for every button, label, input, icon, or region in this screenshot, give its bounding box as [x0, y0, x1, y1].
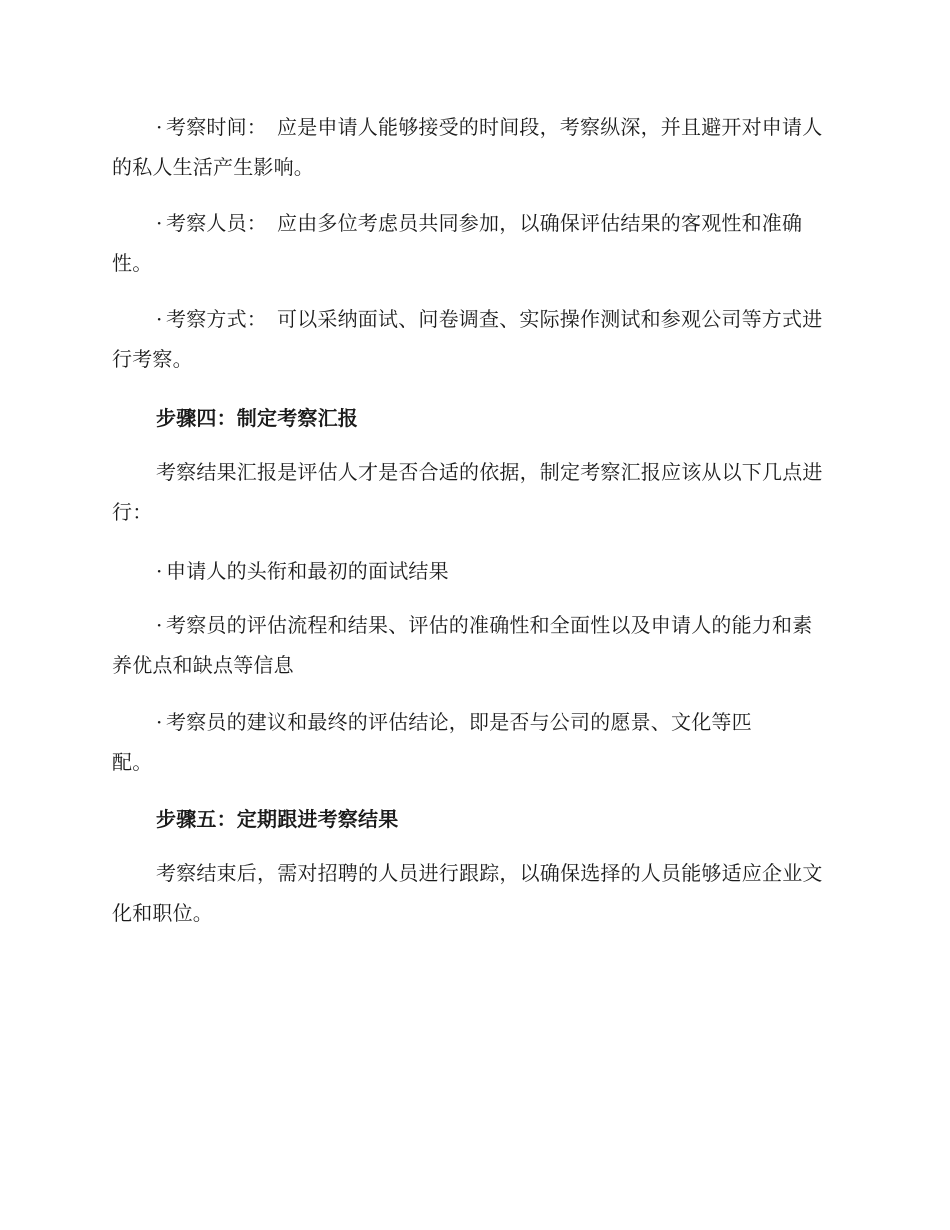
bullet-exam-time	[112, 107, 832, 187]
section-heading-step4: 步骤四：制定考察汇报	[156, 406, 358, 430]
bullet-text: 考察员的建议和最终的评估结论，即是否与公司的愿景、文化等匹配。	[112, 710, 752, 774]
bullet-mark: ·	[156, 559, 163, 583]
bullet-evaluation-process	[112, 605, 832, 685]
bullet-label: 考察方式：	[166, 307, 267, 331]
bullet-mark: ·	[156, 613, 163, 637]
bullet-text: 应是申请人能够接受的时间段，考察纵深，并且避开对申请人的私人生活产生影响。	[112, 115, 823, 179]
bullet-mark: ·	[156, 307, 163, 331]
bullet-text: 应由多位考虑员共同参加，以确保评估结果的客观性和准确性。	[112, 211, 803, 275]
bullet-text: 考察员的评估流程和结果、评估的准确性和全面性以及申请人的能力和素养优点和缺点等信息	[112, 613, 813, 677]
bullet-mark: ·	[156, 710, 163, 734]
bullet-mark: ·	[156, 211, 163, 235]
bullet-mark: ·	[156, 115, 163, 139]
bullet-label: 考察人员：	[166, 211, 267, 235]
bullet-text: 申请人的头衔和最初的面试结果	[166, 559, 449, 583]
paragraph-followup: 考察结束后，需对招聘的人员进行跟踪，以确保选择的人员能够适应企业文化和职位。	[112, 861, 823, 925]
bullet-exam-method	[112, 299, 832, 379]
section-heading-step5: 步骤五：定期跟进考察结果	[156, 807, 399, 831]
bullet-text: 可以采纳面试、问卷调查、实际操作测试和参观公司等方式进行考察。	[112, 307, 823, 371]
paragraph-report-intro: 考察结果汇报是评估人才是否合适的依据，制定考察汇报应该从以下几点进行：	[112, 460, 823, 524]
bullet-applicant-title	[112, 551, 832, 591]
bullet-label: 考察时间：	[166, 115, 267, 139]
bullet-recommendation	[112, 702, 792, 782]
bullet-exam-staff	[112, 203, 832, 283]
